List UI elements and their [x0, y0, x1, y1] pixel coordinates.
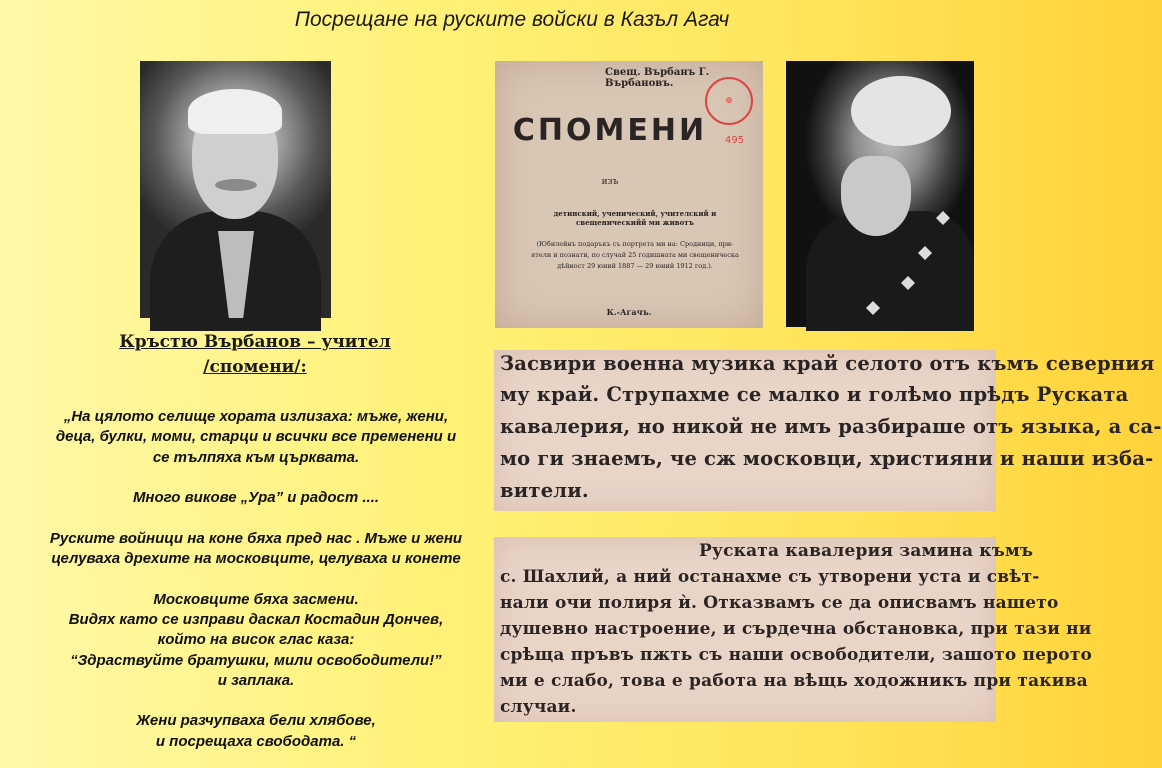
quote-line: целуваха дрехите на московците, целуваха и конете	[51, 550, 461, 568]
stamp-number: 495	[725, 135, 745, 146]
book-place: К.-Агачъ.	[606, 307, 652, 317]
quote-line: Видях като се изправи даскал Костадин Дончев,	[68, 610, 444, 628]
caption-name: Кръстю Върбанов – учител	[119, 332, 391, 352]
portrait-old-priest-photo	[786, 61, 974, 327]
portrait-caption	[90, 330, 420, 380]
beard-shape	[841, 156, 911, 236]
memoir-book-cover	[495, 61, 763, 328]
book-iz: изъ	[601, 177, 619, 187]
clipping-line: нали очи полиря ѝ. Отказвамъ се да описвамъ нашето	[500, 593, 1059, 613]
clipping-line: с. Шахлий, а ний останахме съ утворени уста и свѣт-	[500, 567, 1040, 587]
newspaper-clipping-1	[494, 350, 1162, 511]
portrait-teacher-photo	[140, 61, 331, 318]
clipping-line: случаи.	[500, 697, 577, 717]
jubilee-line: дѣйност 29 юний 1887 — 29 юний 1912 год.).	[557, 262, 713, 270]
clipping-line: вители.	[500, 479, 589, 502]
library-stamp: ⊕	[705, 77, 753, 125]
quote-line: Много викове „Ура” и радост ....	[132, 489, 380, 507]
hair-shape	[851, 76, 951, 146]
quote-line: “Здраствуйте братушки, мили освободители!”	[70, 651, 442, 669]
book-jubilee-note	[520, 239, 750, 272]
moustache-shape	[215, 179, 257, 191]
newspaper-clipping-2	[494, 537, 1093, 722]
clipping-line: кавалерия, но никой не имъ разбираше отъ языка, а са-	[500, 415, 1162, 438]
quote-line: „На цялото селище хората излизаха: мъже, жени,	[63, 408, 449, 425]
clipping-line: срѣща пръвъ пжть съ наши освободители, зашото перото	[500, 645, 1093, 665]
quote-line: деца, булки, моми, старци и всички все пременени и	[55, 428, 457, 446]
quote-line: Московците бяха засмени.	[153, 590, 359, 608]
clipping-line: Руската кавалерия замина къмъ	[699, 541, 1034, 561]
clipping-line: му край. Струпахме се малко и голѣмо прѣдъ Руската	[500, 383, 1129, 406]
quote-line: Жени разчупваха бели хлябове,	[136, 712, 376, 730]
clipping-line: ми е слабо, това е работа на вѣщь ходожникъ при такива	[500, 671, 1088, 691]
memoir-quote	[8, 407, 504, 752]
caption-subtitle: /спомени/:	[203, 357, 307, 377]
book-title: СПОМЕНИ	[512, 113, 708, 148]
quote-line: който на висок глас каза:	[157, 631, 355, 649]
quote-line: се тълпяха към църквата.	[152, 448, 360, 466]
slide-title: Посрещане на руските войски в Казъл Агач	[294, 8, 730, 31]
book-author: Свещ. Върбанъ Г. Върбановъ.	[605, 67, 710, 89]
quote-line: и заплака.	[217, 671, 295, 689]
quote-line: и посрещаха свободата. “	[155, 732, 357, 750]
quote-line: Руските войници на коне бяха пред нас . Мъже и жени	[49, 529, 463, 547]
clipping-line: душевно настроение, и сърдечна обстановка, при тази ни	[500, 619, 1092, 639]
clipping-line: Засвири военна музика край селото отъ къмъ северния	[500, 352, 1155, 375]
book-subtitle: детинский, ученический, учителский и свещеническийй ми животъ	[553, 209, 717, 227]
hair-shape	[188, 89, 282, 134]
jubilee-line: ятели и познати, по случай 25 годишната ми свещеническа	[531, 251, 739, 259]
clipping-line: мо ги знаемъ, че сж московци, християни и наши изба-	[500, 447, 1154, 470]
jubilee-line: (Юбилейнъ подаръкъ съ портрета ми на: Сродници, при-	[536, 240, 734, 248]
